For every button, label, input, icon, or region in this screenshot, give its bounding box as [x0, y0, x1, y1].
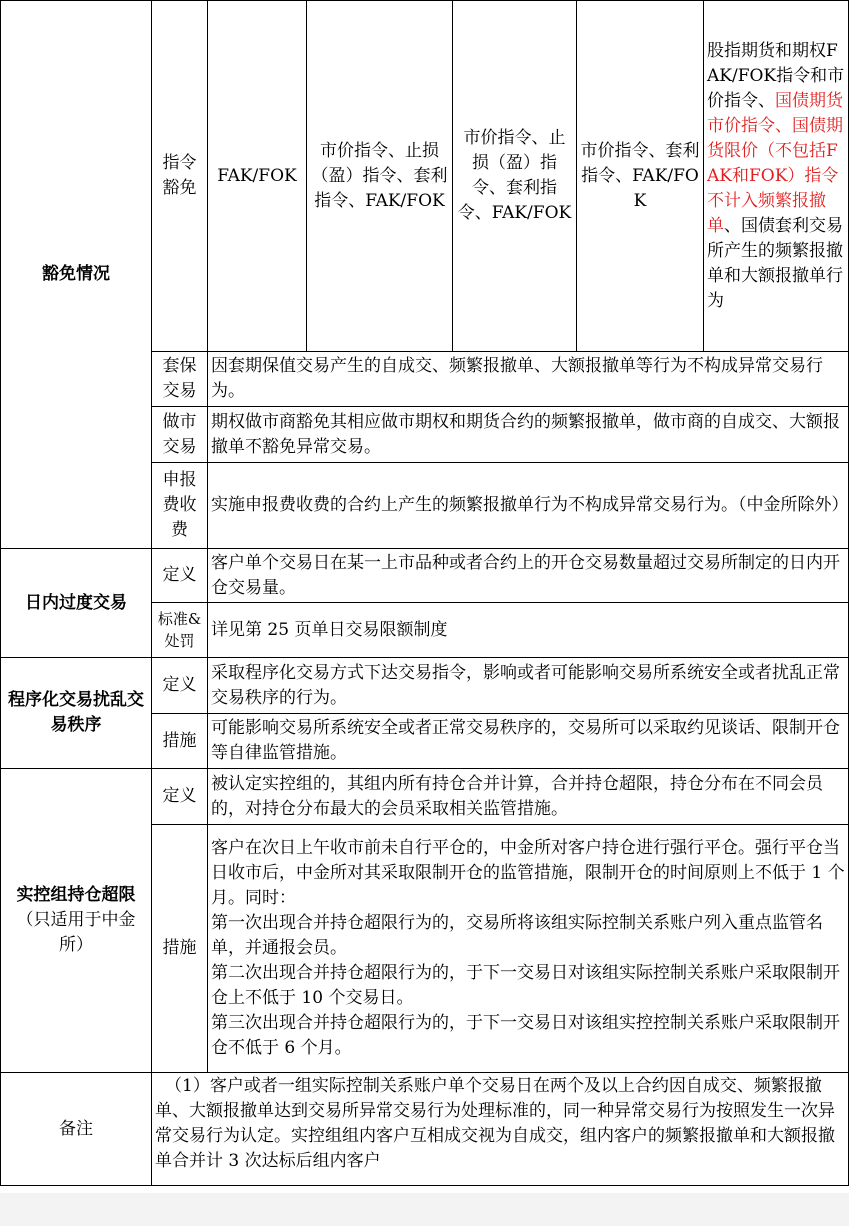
order-exemption-text-b: 、国债套利交易所产生的频繁报撤单和大额报撤单行为: [707, 215, 843, 311]
intraday-standard-text: 详见第 25 页单日交易限额制度: [208, 603, 849, 658]
intraday-definition-row: [1, 549, 849, 603]
program-measures-label: 措施: [152, 714, 208, 769]
order-exemption-cell-1: FAK/FOK: [208, 1, 307, 352]
intraday-definition-label: 定义: [152, 549, 208, 603]
program-category: 程序化交易扰乱交易秩序: [1, 658, 152, 769]
order-exemption-cell-5: [704, 1, 849, 352]
order-exemption-text-a: 股指期货和期权FAK/FOK指令和市价指令、: [707, 40, 845, 111]
order-exemption-cell-3: 市价指令、止损（盈）指令、套利指令、FAK/FOK: [453, 1, 577, 352]
page-bottom-strip: [0, 1193, 849, 1226]
measure-line-2: 第一次出现合并持仓超限行为的，交易所将该组实际控制关系账户列入重点监管名单，并通报会员。: [211, 913, 823, 958]
notes-label: 备注: [1, 1073, 152, 1186]
notes-row: [1, 1073, 849, 1186]
intraday-category: 日内过度交易: [1, 549, 152, 658]
order-exemption-cell-4: 市价指令、套利指令、FAK/FOK: [577, 1, 704, 352]
measure-line-3: 第二次出现合并持仓超限行为的，于下一交易日对该组实际控制关系账户采取限制开仓上不低于 10 个交易日。: [211, 963, 840, 1008]
control-group-category: [1, 769, 152, 1073]
order-exemption-label: 指令豁免: [152, 1, 208, 352]
control-group-definition-label: 定义: [152, 769, 208, 825]
control-group-definition-text: 被认定实控组的，其组内所有持仓合并计算，合并持仓超限，持仓分布在不同会员的，对持仓分布最大的会员采取相关监管措施。: [208, 769, 849, 825]
measure-line-4: 第三次出现合并持仓超限行为的，于下一交易日对该组实控控制关系账户采取限制开仓不低于 6 个月。: [211, 1013, 840, 1058]
program-measures-text: 可能影响交易所系统安全或者正常交易秩序的，交易所可以采取约见谈话、限制开仓等自律监管措施。: [208, 714, 849, 769]
control-group-title: 实控组持仓超限: [16, 885, 136, 905]
measure-line-1: 客户在次日上午收市前未自行平仓的，中金所对客户持仓进行强行平仓。强行平仓当日收市后，中金所对其采取限制开仓的监管措施，限制开仓的时间原则上不低于 1 个月。同时：: [211, 838, 845, 908]
market-making-text: 期权做市商豁免其相应做市期权和期货合约的频繁报撤单，做市商的自成交、大额报撤单不豁免异常交易。: [208, 407, 849, 463]
exemption-category: 豁免情况: [1, 1, 152, 549]
order-exemption-text-red: 国债期货市价指令、国债期货限价（不包括FAK和FOK）指令不计入频繁报撤单: [707, 90, 843, 236]
program-definition-label: 定义: [152, 658, 208, 714]
exemption-order-row: [1, 1, 849, 352]
hedge-label: 套保交易: [152, 352, 208, 407]
control-group-measures-label: 措施: [152, 825, 208, 1073]
control-group-definition-row: [1, 769, 849, 825]
program-definition-text: 采取程序化交易方式下达交易指令，影响或者可能影响交易所系统安全或者扰乱正常交易秩序的行为。: [208, 658, 849, 714]
program-definition-row: [1, 658, 849, 714]
control-group-subtitle: （只适用于中金所）: [16, 910, 136, 955]
notes-text: （1）客户或者一组实际控制关系账户单个交易日在两个及以上合约因自成交、频繁报撤单、大额报撤单达到交易所异常交易行为处理标准的，同一种异常交易行为按照发生一次异常交易行为认定。实控组组内客户互相成交视为自成交，组内客户的频繁报撤单和大额报撤单合并计 3 次达标后组内客户: [152, 1073, 849, 1186]
intraday-definition-text: 客户单个交易日在某一上市品种或者合约上的开仓交易数量超过交易所制定的日内开仓交易量。: [208, 549, 849, 603]
hedge-text: 因套期保值交易产生的自成交、频繁报撤单、大额报撤单等行为不构成异常交易行为。: [208, 352, 849, 407]
order-exemption-cell-2: 市价指令、止损（盈）指令、套利指令、FAK/FOK: [307, 1, 453, 352]
control-group-measures-text: [208, 825, 849, 1073]
market-making-label: 做市交易: [152, 407, 208, 463]
fee-label: 申报费收费: [152, 463, 208, 549]
intraday-standard-label: 标准&处罚: [152, 603, 208, 658]
fee-text: 实施申报费收费的合约上产生的频繁报撤单行为不构成异常交易行为。（中金所除外）: [208, 463, 849, 549]
